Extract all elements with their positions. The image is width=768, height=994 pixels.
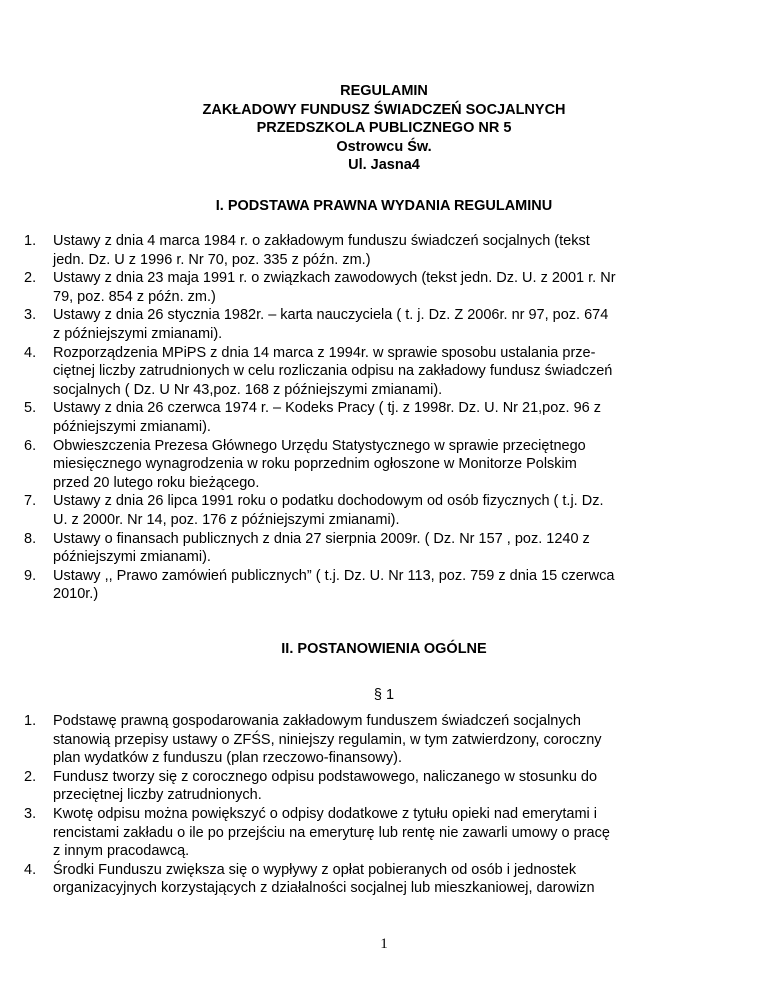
page-number: 1 <box>380 936 388 952</box>
list-item <box>0 530 681 567</box>
list-item <box>0 306 681 343</box>
header-street: Ul. Jasna4 <box>348 157 420 174</box>
list-item-line: socjalnych ( Dz. U Nr 43,poz. 168 z późniejszymi zmianami). <box>53 381 443 398</box>
list-item <box>0 768 681 805</box>
list-item-line: Rozporządzenia MPiPS z dnia 14 marca z 1994r. w sprawie sposobu ustalania prze- <box>53 344 596 361</box>
list-item-line: z późniejszymi zmianami). <box>53 325 223 342</box>
document-header <box>0 82 768 175</box>
list-item-line: Środki Funduszu zwiększa się o wypływy z opłat pobieranych od osób i jednostek <box>53 861 577 878</box>
list-item-number: 1. <box>24 713 37 729</box>
list-item-number: 7. <box>24 493 37 510</box>
list-item-line: plan wydatków z funduszu (plan rzeczowo-finansowy). <box>53 750 402 767</box>
header-title: REGULAMIN <box>340 83 428 99</box>
header-city: Ostrowcu Św. <box>336 138 432 155</box>
list-item-line: przeciętnej liczby zatrudnionych. <box>53 787 262 804</box>
list-item-line: Obwieszczenia Prezesa Głównego Urzędu Statystycznego w sprawie przeciętnego <box>53 437 586 454</box>
list-item-line: Ustawy z dnia 26 stycznia 1982r. – karta nauczyciela ( t. j. Dz. Z 2006r. nr 97, poz. 674 <box>53 307 609 324</box>
list-item <box>0 437 681 493</box>
legal-basis-list <box>0 232 768 604</box>
list-item <box>0 269 681 306</box>
list-item-number: 3. <box>24 307 37 324</box>
list-item <box>0 232 681 269</box>
list-item-line: stanowią przepisy ustawy o ZFŚS, niniejszy regulamin, w tym zatwierdzony, coroczny <box>53 731 602 748</box>
list-item <box>0 344 681 400</box>
list-item-number: 5. <box>24 400 37 417</box>
header-fund-name: ZAKŁADOWY FUNDUSZ ŚWIADCZEŃ SOCJALNYCH <box>202 101 566 118</box>
list-item-line: Fundusz tworzy się z corocznego odpisu podstawowego, naliczanego w stosunku do <box>53 768 598 785</box>
list-item <box>0 567 681 604</box>
list-item-line: 79, poz. 854 z późn. zm.) <box>53 288 216 305</box>
list-item-line: U. z 2000r. Nr 14, poz. 176 z późniejszymi zmianami). <box>53 511 400 528</box>
list-item <box>0 805 681 861</box>
list-item-line: jedn. Dz. U z 1996 r. Nr 70, poz. 335 z późn. zm.) <box>53 251 371 268</box>
list-item <box>0 399 681 436</box>
list-item-line: z innym pracodawcą. <box>53 843 190 860</box>
list-item-line: Ustawy z dnia 26 czerwca 1974 r. – Kodeks Pracy ( tj. z 1998r. Dz. U. Nr 21,poz. 96 z <box>53 400 602 417</box>
list-item-line: Ustawy z dnia 26 lipca 1991 roku o podatku dochodowym od osób fizycznych ( t.j. Dz. <box>53 493 604 510</box>
list-item-number: 9. <box>24 567 37 584</box>
paragraph-symbol: § 1 <box>373 687 395 703</box>
list-item-number: 4. <box>24 344 37 361</box>
list-item-line: Podstawę prawną gospodarowania zakładowym funduszem świadczeń socjalnych <box>53 713 581 729</box>
list-item-line: rencistami zakładu o ile po przejściu na emeryturę lub rentę nie zawarli umowy o pracę <box>53 824 610 841</box>
list-item-line: miesięcznego wynagrodzenia w roku poprzednim ogłoszone w Monitorze Polskim <box>53 456 577 473</box>
list-item-line: Ustawy o finansach publicznych z dnia 27 sierpnia 2009r. ( Dz. Nr 157 , poz. 1240 z <box>53 530 590 547</box>
list-item-line: Ustawy z dnia 4 marca 1984 r. o zakładowym funduszu świadczeń socjalnych (tekst <box>53 233 590 249</box>
general-provisions-list <box>0 712 768 898</box>
list-item-line: późniejszymi zmianami). <box>53 418 211 435</box>
list-item <box>0 861 681 898</box>
list-item-number: 2. <box>24 768 37 785</box>
section-1-title: I. PODSTAWA PRAWNA WYDANIA REGULAMINU <box>215 198 553 214</box>
list-item-number: 2. <box>24 270 37 287</box>
list-item-line: Ustawy ,, Prawo zamówień publicznych” ( t.j. Dz. U. Nr 113, poz. 759 z dnia 15 czerwca <box>53 567 615 584</box>
header-institution: PRZEDSZKOLA PUBLICZNEGO NR 5 <box>256 120 512 137</box>
list-item-number: 1. <box>24 233 37 249</box>
list-item <box>0 492 681 529</box>
section-2-title: II. POSTANOWIENIA OGÓLNE <box>281 641 487 657</box>
list-item-line: 2010r.) <box>53 586 99 603</box>
list-item-line: przed 20 lutego roku bieżącego. <box>53 474 260 491</box>
list-item <box>0 712 681 768</box>
list-item-number: 8. <box>24 530 37 547</box>
list-item-number: 6. <box>24 437 37 454</box>
list-item-number: 4. <box>24 861 37 878</box>
list-item-line: Ustawy z dnia 23 maja 1991 r. o związkach zawodowych (tekst jedn. Dz. U. z 2001 r. Nr <box>53 270 616 287</box>
list-item-number: 3. <box>24 805 37 822</box>
list-item-line: Kwotę odpisu można powiększyć o odpisy dodatkowe z tytułu opieki nad emerytami i <box>53 805 598 822</box>
list-item-line: późniejszymi zmianami). <box>53 549 211 566</box>
list-item-line: ciętnej liczby zatrudnionych w celu rozliczania odpisu na zakładowy fundusz świadczeń <box>53 363 613 380</box>
list-item-line: organizacyjnych korzystających z działalności socjalnej lub mieszkaniowej, darowizn <box>53 880 595 897</box>
